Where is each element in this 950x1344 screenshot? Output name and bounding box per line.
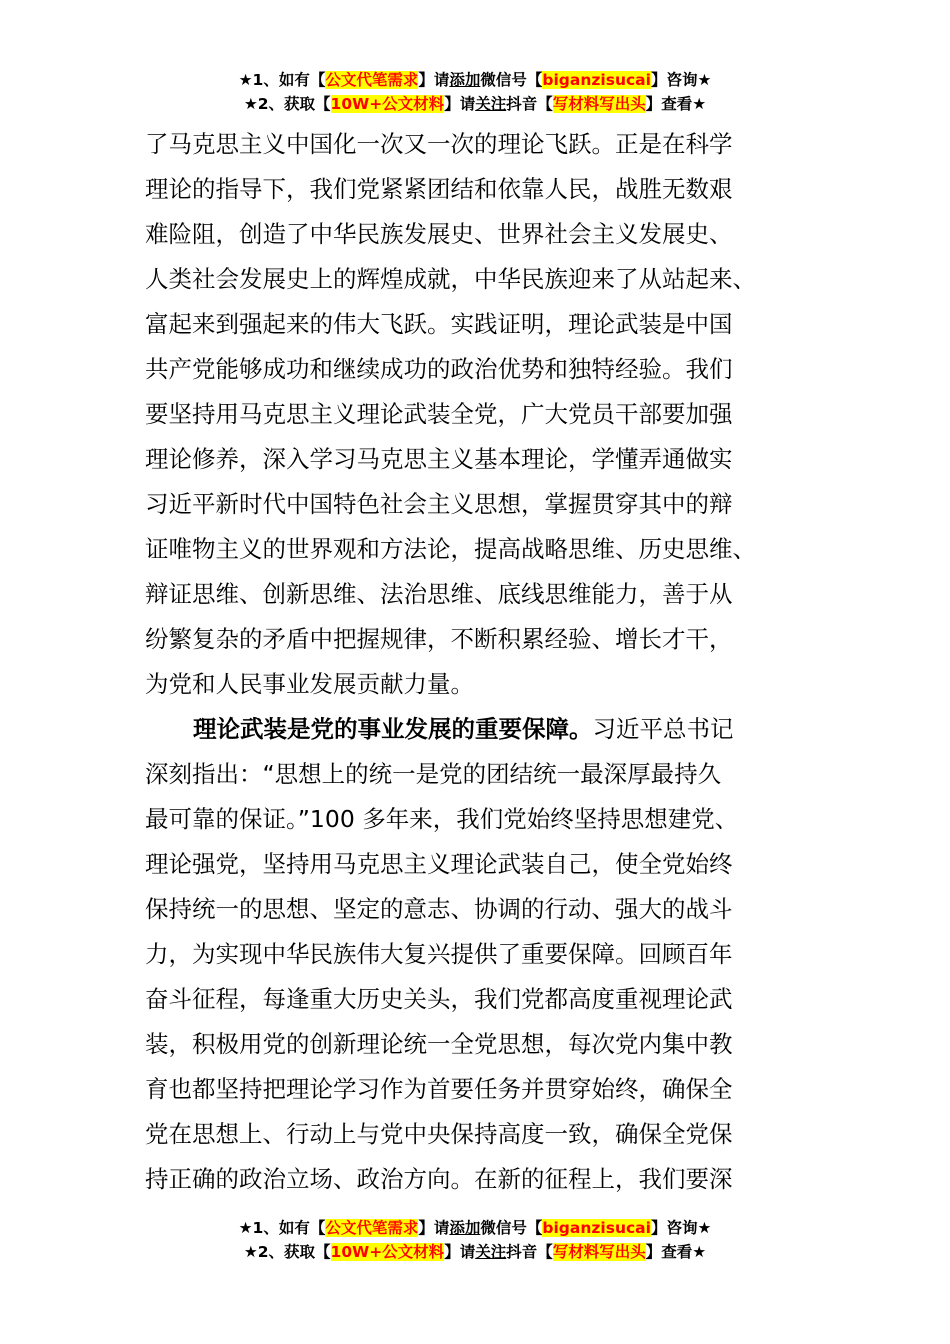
text-line: 要坚持用马克思主义理论武装全党，广大党员干部要加强 — [145, 400, 733, 428]
banner-highlight: biganzisucai — [542, 71, 651, 89]
banner-text: 】请 — [418, 1219, 450, 1237]
banner-highlight: 10W+公文材料 — [330, 1243, 445, 1261]
banner-line-1 — [0, 1216, 950, 1240]
text-line: 理论的指导下，我们党紧紧团结和依靠人民，战胜无数艰 — [145, 175, 733, 203]
text-line: 为党和人民事业发展贡献力量。 — [145, 670, 474, 698]
text-line: 辩证思维、创新思维、法治思维、底线思维能力，善于从 — [145, 580, 733, 608]
banner-text: 】请 — [418, 71, 450, 89]
banner-text: ★2、获取【 — [243, 95, 331, 113]
banner-line-2 — [0, 92, 950, 116]
text-line: 了马克思主义中国化一次又一次的理论飞跃。正是在科学 — [145, 130, 733, 158]
text-line: 装，积极用党的创新理论统一全党思想，每次党内集中教 — [145, 1030, 733, 1058]
paragraph-heading: 理论武装是党的事业发展的重要保障。 — [193, 715, 593, 743]
paragraph-2 — [145, 707, 805, 1202]
text-line: 难险阻，创造了中华民族发展史、世界社会主义发展史、 — [145, 220, 733, 248]
text-line: 理论强党，坚持用马克思主义理论武装自己，使全党始终 — [145, 850, 733, 878]
banner-text: 】咨询★ — [650, 1219, 712, 1237]
text-line: 力，为实现中华民族伟大复兴提供了重要保障。回顾百年 — [145, 940, 733, 968]
text-line: 最可靠的保证。”100 多年来，我们党始终坚持思想建党、 — [145, 805, 739, 833]
banner-text: ★1、如有【 — [238, 71, 326, 89]
text-line: 深刻指出：“思想上的统一是党的团结统一最深厚最持久 — [145, 760, 722, 788]
banner-text: 抖音【 — [506, 1243, 553, 1261]
text-line — [145, 707, 805, 752]
banner-highlight: 写材料写出头 — [552, 95, 646, 113]
banner-underline: 关注 — [475, 95, 507, 113]
text-run: 习近平总书记 — [592, 715, 734, 743]
banner-text: ★1、如有【 — [238, 1219, 326, 1237]
text-line: 习近平新时代中国特色社会主义思想，掌握贯穿其中的辩 — [145, 490, 733, 518]
banner-highlight: 公文代笔需求 — [325, 1219, 419, 1237]
footer-banner — [0, 1216, 950, 1264]
banner-text: 微信号【 — [480, 71, 543, 89]
banner-highlight: 公文代笔需求 — [325, 71, 419, 89]
text-line: 党在思想上、行动上与党中央保持高度一致，确保全党保 — [145, 1120, 733, 1148]
banner-underline: 关注 — [475, 1243, 507, 1261]
banner-text: 】请 — [444, 95, 476, 113]
text-line: 人类社会发展史上的辉煌成就，中华民族迎来了从站起来、 — [145, 265, 756, 293]
banner-underline: 添加 — [449, 71, 481, 89]
text-line: 证唯物主义的世界观和方法论，提高战略思维、历史思维、 — [145, 535, 756, 563]
banner-text: 微信号【 — [480, 1219, 543, 1237]
text-line: 富起来到强起来的伟大飞跃。实践证明，理论武装是中国 — [145, 310, 733, 338]
banner-line-2 — [0, 1240, 950, 1264]
banner-text: 】咨询★ — [650, 71, 712, 89]
banner-text: 抖音【 — [506, 95, 553, 113]
banner-highlight: 写材料写出头 — [552, 1243, 646, 1261]
banner-text: 】请 — [444, 1243, 476, 1261]
text-line: 共产党能够成功和继续成功的政治优势和独特经验。我们 — [145, 355, 733, 383]
text-line: 奋斗征程，每逢重大历史关头，我们党都高度重视理论武 — [145, 985, 733, 1013]
banner-text: ★2、获取【 — [243, 1243, 331, 1261]
banner-text: 】查看★ — [645, 1243, 707, 1261]
header-banner — [0, 68, 950, 116]
banner-highlight: biganzisucai — [542, 1219, 651, 1237]
banner-line-1 — [0, 68, 950, 92]
text-line: 纷繁复杂的矛盾中把握规律，不断积累经验、增长才干， — [145, 625, 733, 653]
text-line: 育也都坚持把理论学习作为首要任务并贯穿始终，确保全 — [145, 1075, 733, 1103]
banner-highlight: 10W+公文材料 — [330, 95, 445, 113]
text-line: 持正确的政治立场、政治方向。在新的征程上，我们要深 — [145, 1165, 733, 1193]
text-line: 保持统一的思想、坚定的意志、协调的行动、强大的战斗 — [145, 895, 733, 923]
banner-text: 】查看★ — [645, 95, 707, 113]
text-line: 理论修养，深入学习马克思主义基本理论，学懂弄通做实 — [145, 445, 733, 473]
paragraph-1 — [145, 122, 805, 707]
document-body — [145, 122, 805, 1202]
banner-underline: 添加 — [449, 1219, 481, 1237]
